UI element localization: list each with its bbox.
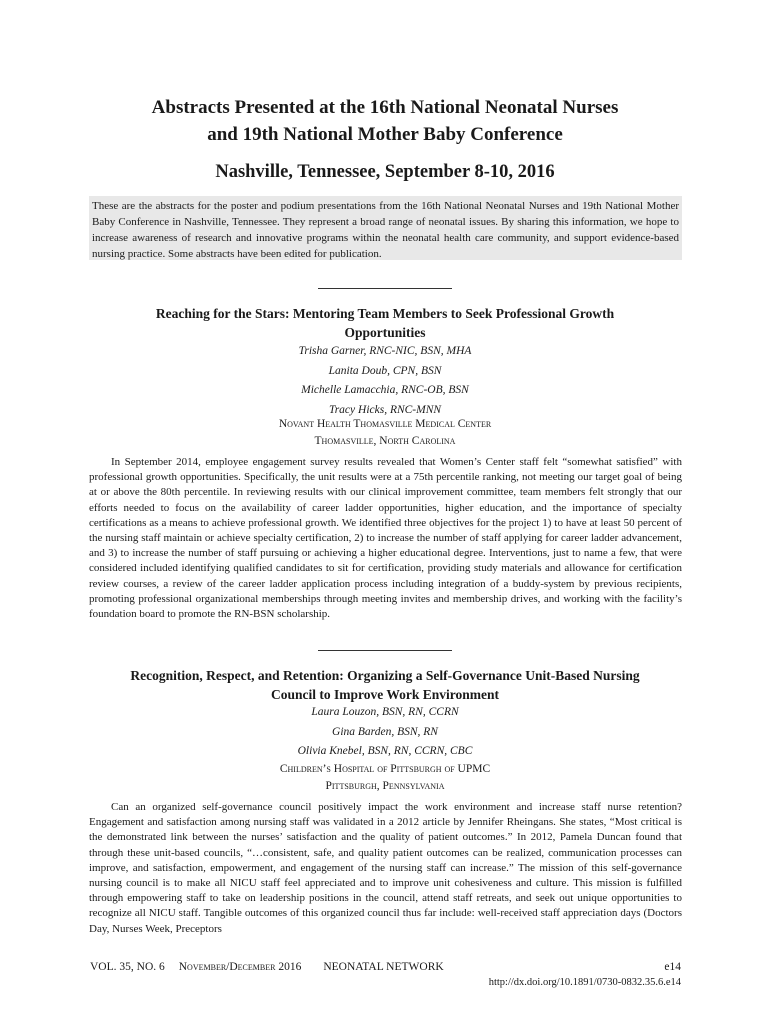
page-number: e14	[664, 961, 681, 973]
abstract-1-title-line2: Opportunities	[344, 325, 426, 340]
affiliation-institution: Novant Health Thomasville Medical Center	[278, 418, 492, 430]
affiliation-location: Thomasville, North Carolina	[314, 435, 456, 447]
separator-line	[318, 288, 452, 289]
page-footer-citation	[90, 961, 458, 973]
author: Trisha Garner, RNC-NIC, BSN, MHA	[298, 345, 472, 357]
author: Laura Louzon, BSN, RN, CCRN	[311, 706, 459, 718]
author: Gina Barden, BSN, RN	[332, 725, 438, 738]
abstract-1-body: In September 2014, employee engagement survey results revealed that Women’s Center staff felt “somewhat satisfied” with professional growth opportunities. Specifically, the unit results were at a 75th percentile ranking, not meeting our target goal of being at or above the 80th percentile. In reviewing results with our clinical improvement committee, team members felt strongly that our efforts needed to focus on the availability of career ladder opportunities, higher education, and the importance of specialty certifications as a means to achieve professional growth. We identified three objectives for the project 1) to have at least 50 percent of the nursing staff maintain or achieve specialty certification, 2) to increase the number of staff applying for career ladder advancement, and 3) to increase the number of staff pursuing or achieving a higher educational degree. Interventions, just to name a few, that were considered included identifying qualified candidates to sit for certification, providing study materials and allowance for certification review courses, a review of the career ladder application process including integration of a buddy-system by previous recipients, promoting professional organizational memberships through meeting invites and membership drives, and working with the facility’s foundation board to promote the RN-BSN scholarship.	[89, 456, 682, 621]
author: Tracy Hicks, RNC-MNN	[328, 403, 442, 416]
abstract-2-authors	[90, 703, 680, 762]
abstract-2-title	[90, 666, 680, 704]
abstract-2-body: Can an organized self-governance council positively impact the work environment and increase staff nurse retention? Engagement and satisfaction among nursing staff was validated in a 2012 article by Jennifer Rheingans. She states, “Most critical is the demonstrated link between the nurses’ satisfaction and the quality of patient outcomes.” In 2012, Pamela Duncan found that through these unit-based councils, “…consistent, safe, and quality patient outcomes can be realized, communication processes can improve, and satisfaction, empowerment, and engagement of the nursing staff can increase.” The mission of this self-governance nursing council is to make all NICU staff feel appreciated and to improve unit cohesiveness and culture. This mission is fulfilled through empowering staff to take on leadership positions in the council, attend staff retreats, and seek out unique opportunities to recognize all NICU staff. Tangible outcomes of this organized council thus far include: well-received staff appreciation days (Doctors Day, Nurses Week, Preceptors	[89, 801, 682, 935]
footer-issue-date: November/December 2016	[178, 961, 302, 973]
page-title-line1: Abstracts Presented at the 16th National Neonatal Nurses	[151, 97, 619, 118]
abstract-2-affiliation	[90, 761, 680, 795]
page-title-line2: and 19th National Mother Baby Conference	[207, 124, 563, 145]
author: Olivia Knebel, BSN, RN, CCRN, CBC	[297, 745, 473, 757]
footer-volume: VOL. 35, NO. 6	[90, 961, 165, 973]
footer-journal: NEONATAL NETWORK	[323, 961, 444, 973]
author: Michelle Lamacchia, RNC-OB, BSN	[301, 384, 469, 396]
abstract-1-title-line1: Reaching for the Stars: Mentoring Team Members to Seek Professional Growth	[155, 306, 615, 321]
doi-link[interactable]: http://dx.doi.org/10.1891/0730-0832.35.6.e14	[488, 977, 681, 988]
affiliation-location: Pittsburgh, Pennsylvania	[325, 780, 445, 792]
abstract-2-title-line1: Recognition, Respect, and Retention: Organizing a Self-Governance Unit-Based Nursing	[130, 668, 640, 683]
abstract-2-title-line2: Council to Improve Work Environment	[270, 687, 500, 702]
intro-paragraph: These are the abstracts for the poster and podium presentations from the 16th National Neonatal Nurses and 19th National Mother Baby Conference in Nashville, Tennessee. They represent a broad range of neonatal issues. By sharing this information, we hope to increase awareness of research and innovative programs within the neonatal health care community, and support evidence-based nursing practice. Some abstracts have been edited for publication.	[92, 200, 679, 260]
author: Lanita Doub, CPN, BSN	[328, 364, 442, 377]
conference-location-date: Nashville, Tennessee, September 8-10, 2016	[215, 162, 555, 182]
intro-box	[89, 196, 682, 260]
abstract-1-authors	[90, 342, 680, 420]
separator-line	[318, 650, 452, 651]
affiliation-institution: Children’s Hospital of Pittsburgh of UPMC	[279, 763, 491, 775]
abstract-1-affiliation	[90, 416, 680, 450]
page-title	[60, 94, 710, 148]
abstract-1-title	[90, 304, 680, 342]
